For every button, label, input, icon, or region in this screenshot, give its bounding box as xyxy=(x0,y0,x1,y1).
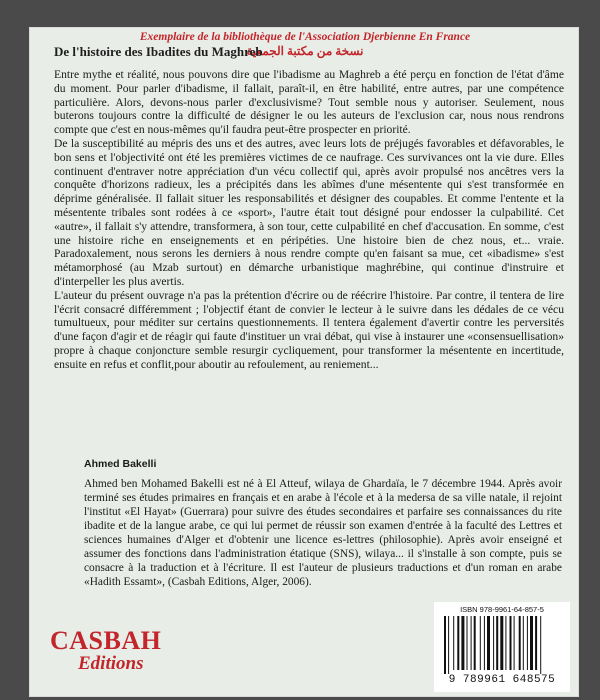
barcode-stripe xyxy=(467,616,468,670)
publisher-name: CASBAH xyxy=(50,626,162,655)
back-cover xyxy=(30,28,578,696)
stamp-arabic-text: نسخة من مكتبة الجمعية xyxy=(246,44,364,58)
author-bio-text: Ahmed ben Mohamed Bakelli est né à El Atteuf, wilaya de Ghardaïa, le 7 décembre 1944. Après avoir terminé ses études primaires en français et en arabe à l'école et à la medersa de sa ville natale, il rejoint l'institut «El Hayat» (Guerrara) pour suivre des études secondaires et parfaire ses connaissances du rite ibadite et de la langue arabe, ce qui lui permet de réussir son examen d'entrée à la faculté des Lettres et sciences humaines d'Alger et d'obtenir une licence es-lettres (philosophie). Après avoir enseigné et assumer des fonctions dans l'administration étatique (SNS), wilaya... il s'installe à son compte, puis se consacre à la traduction et à l'écriture. Il est l'auteur de plusieurs traductions et d'un roman en arabe «Hadith Essamt», (Casbah Editions, Alger, 2006). xyxy=(84,478,562,588)
barcode-stripe xyxy=(496,616,498,670)
paragraph: L'auteur du présent ouvrage n'a pas la prétention d'écrire ou de réécrire l'histoire. Par contre, il tentera de lire l'écrit consacré différemment ; l'objectif étant de convier le lecteur à le suivre dans les dédales de ce vécu tumultueux, pour méditer sur certains questionnements. Il tentera également d'avertir contre les perversités d'une façon d'agir et de réagir qui faute d'instituer un vrai débat, qui vise à instaurer une «consensuellisation» propre à chaque conjoncture semble resurgir cycliquement, pour transformer la mésentente en incertitude, ensuite en refus et conflit,pour aboutir au refoulement, au reniement... xyxy=(54,288,564,371)
stamp-text: Exemplaire de la bibliothèque de l'Association Djerbienne En France xyxy=(139,31,471,43)
barcode-stripe xyxy=(461,616,464,670)
barcode-stripe xyxy=(471,616,472,670)
barcode-stripe xyxy=(453,616,454,670)
barcode-stripe xyxy=(535,616,537,670)
barcode-stripe xyxy=(448,616,449,674)
barcode-stripe xyxy=(500,616,503,670)
barcode xyxy=(434,602,570,692)
barcode-stripe xyxy=(530,616,533,670)
paragraph: De la susceptibilité au mépris des uns et des autres, avec leurs lots de préjugés favorables et défavorables, le bon sens et l'objectivité ont été les premières victimes de ce naufrage. Ces survivances ont la vie dure. Elles continuent d'entraver notre appréciation d'un vécu collectif qui, après avoir propulsé nos ancêtres vers la conquête d'horizons radieux, les a précipités dans les abîmes d'une mésentente qui s'est transformée en déprime généralisée. Il fallait situer les responsabilités et désigner des coupables. Et comme l'entente et la mésentente tribales sont rodées à ce «sport», l'autre était tout désigné pour endosser la culpabilité. Cet «autre», il fallait s'y attendre, transformera, à son tour, cette culpabilité en chef d'accusation. En somme, c'est une histoire riche en enseignements et en péripéties. Une histoire bien de chez nous, et... vraie. Paradoxalement, nous serons les derniers à nous rendre compte qu'en faisant sa mue, cet «ibadisme» s'est métamorphosé (au Mzab surtout) en démarche urbanistique maghrébine, qui continue d'instruire et d'interpeller les plus avertis. xyxy=(54,136,564,288)
paragraph: Entre mythe et réalité, nous pouvons dire que l'ibadisme au Maghreb a été perçu en fonction de l'état d'âme du moment. Pour parler d'ibadisme, il fallait, paraît-il, en être habilité, entre autres, par une compétence particulière. Alors, devons-nous parler d'exclusivisme? Tout semble nous y autoriser. Seulement, nous buterons toujours contre la difficulté de désigner le ou les auteurs de l'exclusion car, nous nous rendrons compte que c'est en nous-mêmes qu'il faudra peut-être prospecter en priorité. xyxy=(54,68,564,137)
barcode-stripe xyxy=(480,616,481,670)
publisher-sub: Editions xyxy=(78,653,144,674)
barcode-bars xyxy=(444,616,560,674)
barcode-stripe xyxy=(540,616,541,674)
barcode-stripe xyxy=(487,616,490,670)
page-title: De l'histoire des Ibadites du Maghreb xyxy=(54,44,263,59)
barcode-stripe xyxy=(444,616,446,674)
barcode-stripe xyxy=(514,616,515,670)
barcode-stripe xyxy=(527,616,528,670)
author-name: Ahmed Bakelli xyxy=(84,458,157,470)
isbn-label: ISBN 978-9961-64-857-5 xyxy=(460,605,544,614)
barcode-stripe xyxy=(474,616,476,670)
author-bio xyxy=(84,458,562,589)
barcode-stripe xyxy=(505,616,506,670)
barcode-stripe xyxy=(523,616,524,670)
barcode-stripe xyxy=(510,616,512,670)
barcode-stripe xyxy=(493,616,494,670)
barcode-stripe xyxy=(457,616,459,670)
barcode-stripe xyxy=(519,616,521,670)
barcode-number: 9 789961 648575 xyxy=(448,674,556,686)
publisher-logo xyxy=(50,628,210,674)
summary-text xyxy=(54,68,564,372)
barcode-stripe xyxy=(484,616,485,670)
